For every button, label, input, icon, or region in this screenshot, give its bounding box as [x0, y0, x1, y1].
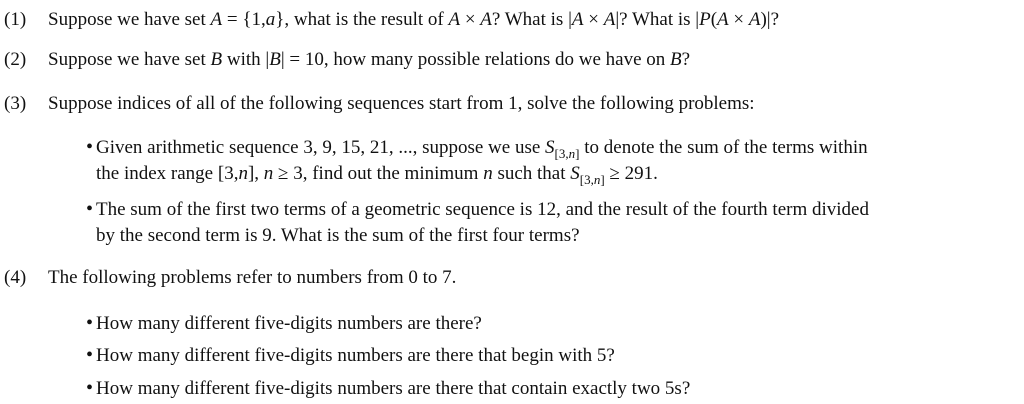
problem-4-bullet-2: How many different five-digits numbers are there that begin with 5? — [96, 345, 615, 366]
problem-2-text: Suppose we have set B with |B| = 10, how many possible relations do we have on B? — [48, 49, 691, 70]
problem-1-text: Suppose we have set A = {1,a}, what is the result of A × A? What is |A × A|? What is |P(A × A)|? — [48, 9, 780, 30]
problem-3-bullet-1-line-1: Given arithmetic sequence 3, 9, 15, 21, ..., suppose we use $S_{[3,n]}$ to denote the sum of the terms within — [96, 137, 868, 161]
problem-3-bullet-2-line-2: by the second term is 9. What is the sum of the first four terms? — [96, 225, 580, 246]
problem-3-bullet-1-line-2: the index range [3,n], n ≥ 3, find out the minimum n such that $S_{[3,n]} \ge 291$. — [96, 163, 658, 187]
bullet-marker: • — [86, 136, 94, 158]
bullet-marker: • — [86, 312, 94, 334]
bullet-marker: • — [86, 344, 94, 366]
problem-4-bullet-3: How many different five-digits numbers are there that contain exactly two 5s? — [96, 378, 691, 399]
problem-3-text: Suppose indices of all of the following sequences start from 1, solve the following problems: — [48, 93, 755, 114]
bullet-marker: • — [86, 377, 94, 399]
problem-3-bullet-2-line-1: The sum of the first two terms of a geometric sequence is 12, and the result of the fourth term divided — [96, 199, 869, 220]
problem-3-number: (3) — [4, 93, 27, 114]
problem-4-number: (4) — [4, 267, 27, 288]
problem-4-text: The following problems refer to numbers from 0 to 7. — [48, 267, 457, 288]
problem-2-number: (2) — [4, 49, 27, 70]
problem-4-bullet-1: How many different five-digits numbers are there? — [96, 313, 482, 334]
bullet-marker: • — [86, 198, 94, 220]
problem-1-number: (1) — [4, 9, 27, 30]
